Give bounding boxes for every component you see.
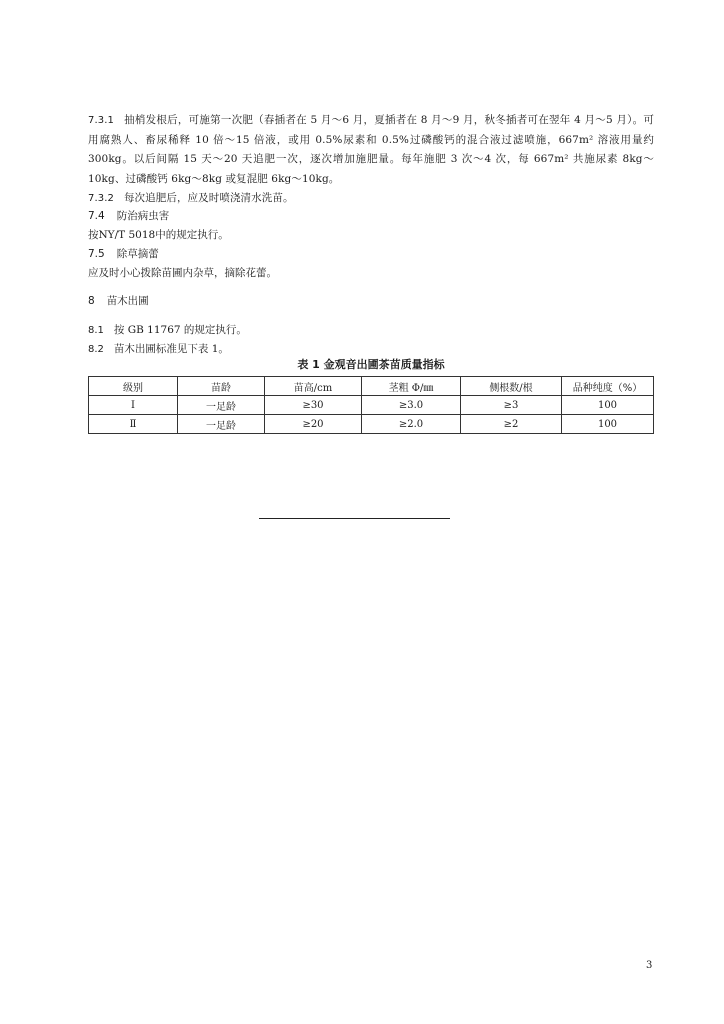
header-cell: 品种纯度（%）	[562, 377, 654, 396]
table-row	[89, 396, 654, 415]
section-number: 7.4	[88, 210, 105, 222]
header-cell: 茎粗 Φ/㎜	[362, 377, 461, 396]
page-number: 3	[646, 960, 653, 971]
table-cell: 100	[562, 415, 654, 434]
section-7-5-body: 应及时小心拨除苗圃内杂草，摘除花蕾。	[88, 267, 277, 279]
section-title: 防治病虫害	[116, 210, 170, 222]
table-cell: ≥30	[265, 396, 362, 415]
header-cell: 苗高/cm	[265, 377, 362, 396]
section-title: 除草摘蕾	[116, 248, 159, 260]
clause-number: 8.1	[88, 325, 104, 336]
heading-8	[88, 293, 149, 309]
header-cell: 级别	[89, 377, 178, 396]
table-cell: ≥3.0	[362, 396, 461, 415]
table-caption: 表 1 金观音出圃茶苗质量指标	[297, 358, 445, 371]
clause-text: 每次追肥后，应及时喷浇清水洗苗。	[123, 192, 294, 204]
paragraph-7-3-1	[88, 111, 654, 189]
table-cell: 一足龄	[178, 415, 265, 434]
clause-number: 7.3.2	[88, 193, 114, 204]
header-cell: 苗龄	[178, 377, 265, 396]
section-number: 7.5	[88, 248, 105, 260]
header-cell: 侧根数/根	[461, 377, 562, 396]
paragraph-8-1	[88, 322, 247, 339]
paragraph-7-3-2	[88, 189, 654, 209]
clause-text: 苗木出圃标准见下表 1。	[113, 343, 229, 355]
table-cell: ≥20	[265, 415, 362, 434]
quality-table	[88, 376, 654, 434]
table-cell: Ⅱ	[89, 415, 178, 434]
table-header-row	[89, 377, 654, 396]
end-rule	[259, 518, 450, 519]
paragraph-8-2	[88, 341, 229, 358]
heading-7-5	[88, 246, 159, 262]
table-cell: ≥2	[461, 415, 562, 434]
section-title: 苗木出圃	[106, 295, 149, 307]
heading-7-4	[88, 208, 169, 224]
section-number: 8	[88, 295, 95, 307]
table-cell: 100	[562, 396, 654, 415]
table-cell: ≥3	[461, 396, 562, 415]
clause-number: 7.3.1	[88, 115, 114, 126]
section-7-4-body: 按NY/T 5018中的规定执行。	[88, 229, 229, 241]
table-cell: Ⅰ	[89, 396, 178, 415]
clause-text: 按 GB 11767 的规定执行。	[113, 324, 247, 336]
clause-text: 抽梢发根后，可施第一次肥（春插者在 5 月～6 月，夏插者在 8 月～9 月，秋冬插者可在翌年 4 月～5 月）。可用腐熟人、畜尿稀释 10 倍～15 倍液，或用 0.5%尿素和 0.5%过磷酸钙的混合液过滤喷施，667m² 溶液用量约 300kg。以后间隔 15 天～20 天追肥一次，逐次增加施肥量。每年施肥 3 次～4 次，每 667m² 共施尿素 8kg～10kg、过磷酸钙 6kg～8kg 或复混肥 6kg～10kg。	[88, 114, 654, 185]
table-cell: ≥2.0	[362, 415, 461, 434]
table-row	[89, 415, 654, 434]
clause-number: 8.2	[88, 344, 104, 355]
table-cell: 一足龄	[178, 396, 265, 415]
